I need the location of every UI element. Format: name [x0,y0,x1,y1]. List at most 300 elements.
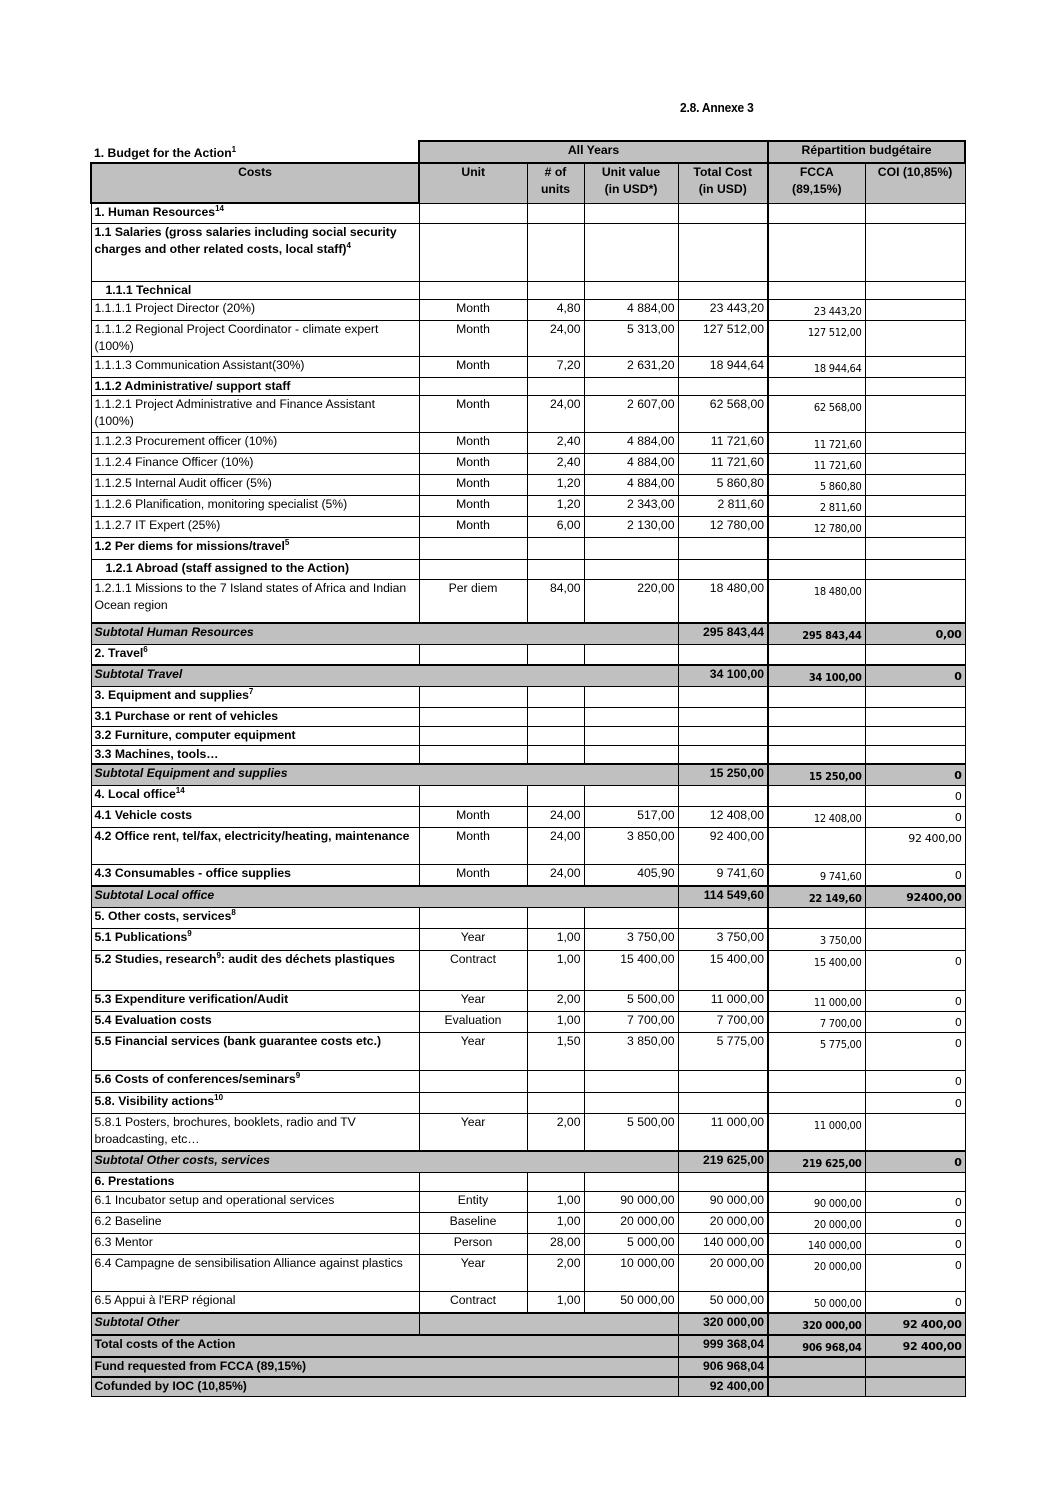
unit-value: Month [419,495,527,516]
unit-value: Evaluation [419,1012,527,1033]
table-row [91,516,965,537]
row-label [91,1012,419,1033]
unit-price-value: 5 500,00 [584,1114,678,1151]
total-cost-value: 999 368,04 [678,1335,768,1357]
unit-price-value [584,745,678,764]
fcca-value: 12 780,00 [768,516,865,537]
group-header-row [91,141,965,163]
row-label [91,828,419,865]
total-cost-value: 295 843,44 [678,623,768,645]
row-label-text: 1.1.2.3 Procurement officer (10%) [94,433,278,448]
row-label [91,1033,419,1071]
num-units-value: 2,40 [527,432,584,453]
row-label [91,645,419,665]
num-units-value: 1,00 [527,1191,584,1212]
fcca-value: 3 750,00 [768,929,865,951]
total-cost-value: 114 549,60 [678,886,768,908]
table-row [91,1233,965,1254]
total-cost-value: 11 000,00 [678,1114,768,1151]
num-units-value: 6,00 [527,516,584,537]
coi-value [865,929,965,951]
unit-price-value: 5 313,00 [584,320,678,356]
total-cost-value [678,1172,768,1191]
row-label-text: 1.2 Per diems for missions/travel [94,538,285,553]
total-cost-value: 11 721,60 [678,432,768,453]
coi-value [865,474,965,495]
coi-value [865,495,965,516]
row-label [91,807,419,828]
row-label [91,1071,419,1093]
unit-price-value: 50 000,00 [584,1291,678,1313]
row-label-text: 4.2 Office rent, tel/fax, electricity/heating, maintenance [94,829,410,843]
total-cost-value: 92 400,00 [678,1377,768,1397]
table-row [91,1254,965,1291]
unit-price-value: 20 000,00 [584,1212,678,1233]
unit-price-value [584,559,678,579]
unit-price-value: 2 607,00 [584,395,678,432]
row-label-text: 6. Prestations [94,1173,175,1188]
row-label [91,474,419,495]
coi-value [865,579,965,623]
row-label-text: 1.1.2.5 Internal Audit officer (5%) [94,475,272,490]
coi-value [865,320,965,356]
unit-price-value: 517,00 [584,807,678,828]
coi-value: 0 [865,1212,965,1233]
unit-value [419,377,527,395]
unit-value [419,1172,527,1191]
row-label-text: Total costs of the Action [94,1336,236,1351]
total-cost-value [678,908,768,929]
row-label [91,726,419,745]
fcca-value [768,1377,865,1397]
coi-value: 0 [865,1012,965,1033]
total-cost-value: 140 000,00 [678,1233,768,1254]
unit-value: Month [419,828,527,865]
total-cost-value: 18 480,00 [678,579,768,623]
table-row [91,807,965,828]
coi-value [865,707,965,726]
row-label-text: Subtotal Local office [94,888,215,902]
coi-value: 92 400,00 [865,1335,965,1357]
unit-value: Month [419,807,527,828]
row-label-text: : audit des déchets plastiques [220,952,395,966]
subtotal-row [91,1151,965,1173]
unit-value [419,745,527,764]
row-label [91,1291,419,1313]
unit-value: Entity [419,1191,527,1212]
fcca-value [768,559,865,579]
num-units-value: 2,00 [527,991,584,1012]
fcca-value: 11 721,60 [768,453,865,474]
row-label-text: 4. Local office [94,787,176,801]
unit-price-value: 5 500,00 [584,991,678,1012]
row-label-text: 1.2.1 Abroad (staff assigned to the Action) [105,560,350,575]
coi-value [865,1357,965,1377]
unit-value: Month [419,453,527,474]
row-label-text: 4.1 Vehicle costs [94,808,193,822]
table-row [91,1012,965,1033]
row-label [91,665,678,687]
coi-value: 0 [865,1071,965,1093]
unit-value: Month [419,299,527,320]
annex-title: 2.8. Annexe 3 [680,100,754,115]
table-row [91,1291,965,1313]
coi-value [865,686,965,707]
num-units-value [527,707,584,726]
coi-value [865,745,965,764]
num-units-value: 2,40 [527,453,584,474]
fcca-value [768,686,865,707]
col-unit: Unit [419,163,527,203]
row-label [91,1254,419,1291]
num-units-value: 1,00 [527,1212,584,1233]
coi-value: 0 [865,865,965,887]
fcca-value: 219 625,00 [768,1151,865,1173]
table-row [91,1191,965,1212]
table-row [91,707,965,726]
unit-price-value [584,537,678,559]
coi-value [865,559,965,579]
unit-price-value [584,1071,678,1093]
unit-value: Person [419,1233,527,1254]
num-units-value [527,786,584,807]
coi-value: 0 [865,1254,965,1291]
unit-price-value [584,686,678,707]
fcca-value [768,223,865,281]
row-label-text: 1.1.1 Technical [105,282,192,297]
subtotal-row [91,665,965,687]
total-cost-value: 15 400,00 [678,951,768,991]
coi-value: 92400,00 [865,886,965,908]
row-label [91,320,419,356]
row-label-text: Fund requested from FCCA (89,15%) [94,1358,307,1373]
row-label [91,432,419,453]
table-row [91,745,965,764]
row-label [91,865,419,887]
row-label [91,203,419,223]
row-label-text: 2. Travel [94,646,144,660]
unit-value [419,726,527,745]
unit-price-value [584,1172,678,1191]
unit-price-value: 4 884,00 [584,474,678,495]
row-label [91,886,678,908]
row-label [91,686,419,707]
row-label-text: 3. Equipment and supplies [94,687,249,702]
row-label-text: 5.8. Visibility actions [94,1094,215,1108]
fcca-value: 23 443,20 [768,299,865,320]
fcca-value [768,707,865,726]
table-row [91,395,965,432]
unit-value: Month [419,356,527,377]
num-units-value: 24,00 [527,828,584,865]
total-cost-value: 11 000,00 [678,991,768,1012]
total-cost-value: 90 000,00 [678,1191,768,1212]
unit-value [419,645,527,665]
fcca-value: 9 741,60 [768,865,865,887]
total-cost-value: 11 721,60 [678,453,768,474]
row-label-text: 1.1.2.4 Finance Officer (10%) [94,454,254,469]
table-row [91,474,965,495]
row-label-text: 1.1 Salaries (gross salaries including social security charges and other related costs, local staff) [94,224,397,256]
row-label [91,223,419,281]
fcca-value: 18 944,64 [768,356,865,377]
fcca-value [768,1357,865,1377]
table-row [91,281,965,299]
num-units-value: 24,00 [527,807,584,828]
num-units-value: 1,00 [527,1291,584,1313]
row-label-text: 1.1.2.7 IT Expert (25%) [94,517,221,532]
unit-value: Contract [419,1291,527,1313]
total-cost-value: 18 944,64 [678,356,768,377]
unit-value [419,908,527,929]
row-label [91,1335,678,1357]
coi-value: 0 [865,1191,965,1212]
num-units-value [527,203,584,223]
unit-value [419,1093,527,1114]
coi-value [865,377,965,395]
row-label-text: 1. Human Resources [94,205,216,219]
unit-price-value: 4 884,00 [584,299,678,320]
coi-value [865,203,965,223]
num-units-value: 1,20 [527,495,584,516]
unit-price-value: 7 700,00 [584,1012,678,1033]
num-units-value [527,537,584,559]
total-cost-value [678,281,768,299]
fcca-value [768,645,865,665]
row-label [91,377,419,395]
row-label-text: Subtotal Travel [94,666,183,681]
row-label [91,786,419,807]
row-label [91,1377,678,1397]
unit-value [419,203,527,223]
fcca-value [768,828,865,865]
total-cost-value [678,726,768,745]
row-label [91,395,419,432]
unit-price-value [584,726,678,745]
footnote-ref: 7 [248,686,254,696]
coi-value [865,537,965,559]
total-cost-value: 5 775,00 [678,1033,768,1071]
row-label-text: 5. Other costs, services [94,909,232,923]
unit-value: Year [419,929,527,951]
coi-value: 92 400,00 [865,828,965,865]
fcca-value: 5 860,80 [768,474,865,495]
row-label [91,707,419,726]
unit-price-value: 405,90 [584,865,678,887]
coi-value [865,223,965,281]
total-cost-value: 320 000,00 [678,1313,768,1335]
num-units-value [527,726,584,745]
table-row [91,537,965,559]
row-label [91,1357,678,1377]
unit-price-value: 4 884,00 [584,432,678,453]
row-label [91,1093,419,1114]
footnote-ref: 14 [175,785,185,795]
coi-value [865,1172,965,1191]
coi-value [865,432,965,453]
row-label-text: 1.1.1.1 Project Director (20%) [94,300,256,315]
coi-value: 0 [865,786,965,807]
total-cost-value: 20 000,00 [678,1212,768,1233]
total-cost-value [678,537,768,559]
row-label [91,356,419,377]
total-cost-value: 127 512,00 [678,320,768,356]
total-cost-value: 9 741,60 [678,865,768,887]
row-label [91,951,419,991]
unit-value: Year [419,1114,527,1151]
total-cost-value: 3 750,00 [678,929,768,951]
row-label-text: 1.1.2.1 Project Administrative and Finance Assistant (100%) [94,396,375,428]
row-label-text: 5.8.1 Posters, brochures, booklets, radio and TV broadcasting, etc… [94,1115,356,1146]
coi-value: 92 400,00 [865,1313,965,1335]
unit-value: Baseline [419,1212,527,1233]
total-cost-value [678,559,768,579]
coi-value [865,1377,965,1397]
row-label [91,1212,419,1233]
fcca-value: 50 000,00 [768,1291,865,1313]
num-units-value [527,223,584,281]
num-units-value [527,559,584,579]
row-label-text: 6.1 Incubator setup and operational services [94,1192,335,1207]
coi-value [865,281,965,299]
coi-value [865,395,965,432]
num-units-value: 24,00 [527,395,584,432]
budget-table [90,140,966,1397]
fcca-value: 11 000,00 [768,1114,865,1151]
footnote-ref: 8 [231,907,236,917]
num-units-value [527,686,584,707]
table-row [91,1114,965,1151]
table-row [91,908,965,929]
subtotal-row [91,623,965,645]
table-row [91,929,965,951]
unit-value: Contract [419,951,527,991]
total-cost-value: 15 250,00 [678,764,768,786]
table-row [91,495,965,516]
table-row [91,559,965,579]
coi-value: 0 [865,1033,965,1071]
table-row [91,1172,965,1191]
col-num-units: # of units [527,163,584,203]
num-units-value: 2,00 [527,1254,584,1291]
footnote-ref: 10 [214,1092,224,1102]
unit-price-value: 15 400,00 [584,951,678,991]
table-row [91,951,965,991]
col-unit-value: Unit value (in USD*) [584,163,678,203]
column-header-row [91,163,965,203]
row-label-text: 6.5 Appui à l'ERP régional [94,1292,236,1307]
coi-value: 0 [865,665,965,687]
table-row [91,645,965,665]
coi-value [865,645,965,665]
fcca-value [768,1093,865,1114]
fcca-value: 2 811,60 [768,495,865,516]
row-label [91,1151,678,1173]
row-label-text: 5.6 Costs of conferences/seminars [94,1072,296,1086]
unit-price-value: 2 631,20 [584,356,678,377]
fcca-value [768,281,865,299]
table-row [91,1212,965,1233]
num-units-value: 24,00 [527,320,584,356]
coi-value: 0,00 [865,623,965,645]
unit-value: Year [419,991,527,1012]
total-cost-value [678,745,768,764]
unit-price-value: 3 750,00 [584,929,678,951]
row-label-text: 6.4 Campagne de sensibilisation Alliance against plastics [94,1255,403,1270]
row-label-text: 6.2 Baseline [94,1213,162,1228]
table-row [91,786,965,807]
row-label-text: 1.1.2 Administrative/ support staff [94,378,291,393]
row-label-text: Subtotal Other costs, services [94,1152,270,1167]
table-row [91,1093,965,1114]
num-units-value: 28,00 [527,1233,584,1254]
table-title: 1. Budget for the Action$^1$ [94,144,237,160]
fcca-value: 295 843,44 [768,623,865,645]
row-label [91,764,678,786]
subtotal-row [91,764,965,786]
row-label-text: 3.1 Purchase or rent of vehicles [94,708,279,723]
unit-price-value [584,645,678,665]
table-row [91,991,965,1012]
fcca-value [768,726,865,745]
total-cost-value: 23 443,20 [678,299,768,320]
num-units-value: 2,00 [527,1114,584,1151]
row-label-text: 3.3 Machines, tools… [94,746,219,761]
footnote-ref: 6 [143,644,148,654]
num-units-value: 4,80 [527,299,584,320]
fcca-value [768,1071,865,1093]
num-units-value: 7,20 [527,356,584,377]
unit-price-value [584,281,678,299]
unit-price-value [584,203,678,223]
fcca-value: 906 968,04 [768,1335,865,1357]
fcca-value: 320 000,00 [768,1313,865,1335]
fcca-value [768,908,865,929]
total-cost-value [678,1093,768,1114]
num-units-value [527,1093,584,1114]
num-units-value [527,1071,584,1093]
table-row [91,1071,965,1093]
table-row [91,828,965,865]
fcca-value: 5 775,00 [768,1033,865,1071]
unit-value: Year [419,1033,527,1071]
total-cost-value: 219 625,00 [678,1151,768,1173]
fcca-value [768,537,865,559]
row-label-text: 3.2 Furniture, computer equipment [94,727,296,742]
table-row [91,1033,965,1071]
row-label [91,929,419,951]
total-cost-value [678,203,768,223]
num-units-value: 24,00 [527,865,584,887]
unit-price-value: 2 343,00 [584,495,678,516]
total-cost-value [678,377,768,395]
table-row [91,299,965,320]
total-cost-value: 12 780,00 [678,516,768,537]
num-units-value: 1,00 [527,1012,584,1033]
total-cost-value [678,786,768,807]
fcca-value: 140 000,00 [768,1233,865,1254]
col-costs: Costs [91,163,419,203]
unit-price-value [584,1093,678,1114]
coi-value: 0 [865,807,965,828]
table-row [91,726,965,745]
total-cost-value: 7 700,00 [678,1012,768,1033]
row-label-text: 1.1.1.2 Regional Project Coordinator - climate expert (100%) [94,321,379,353]
unit-price-value [584,377,678,395]
subtotal-row [91,1313,965,1335]
row-label [91,1313,419,1335]
row-label-text: Subtotal Human Resources [94,625,254,639]
